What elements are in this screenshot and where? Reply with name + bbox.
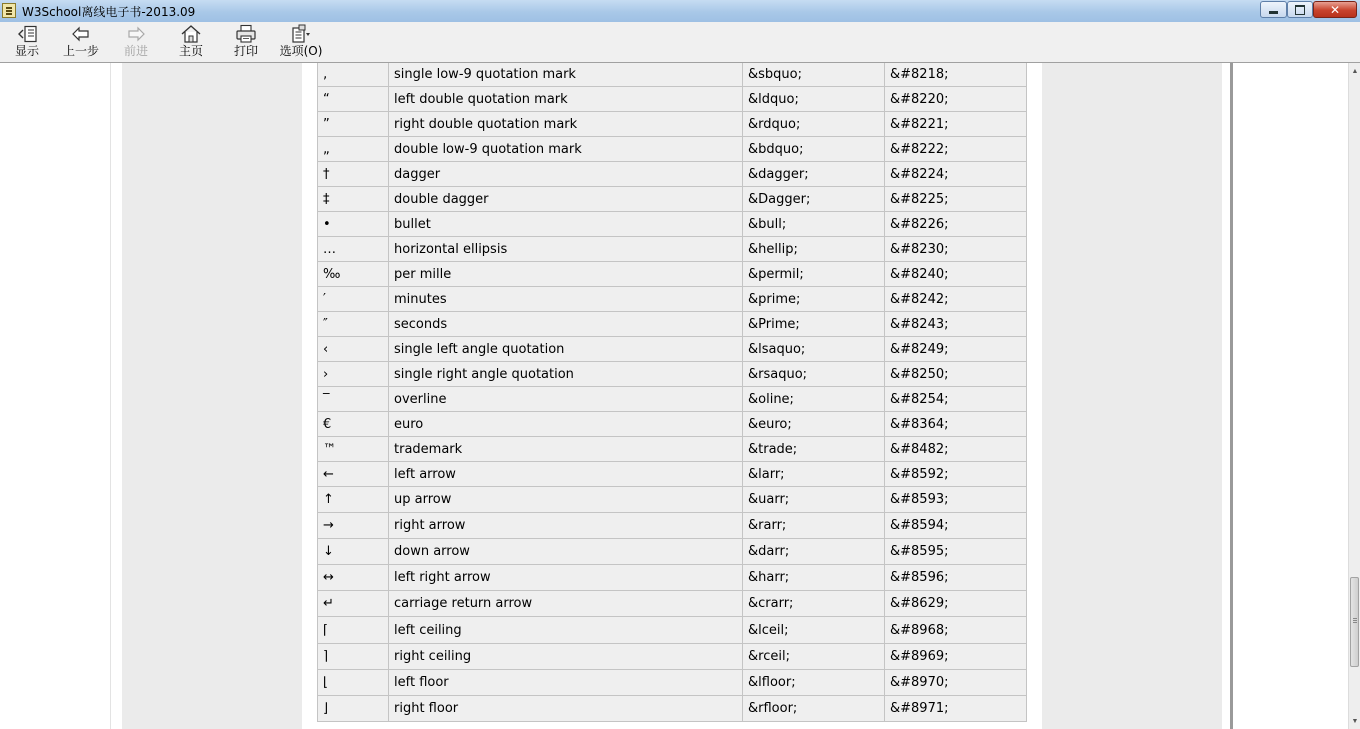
- description-cell: left double quotation mark: [389, 87, 743, 112]
- symbol-cell: ”: [318, 112, 389, 137]
- description-cell: seconds: [389, 312, 743, 337]
- entity-number-cell: &#8220;: [885, 87, 1027, 112]
- back-arrow-icon: [69, 24, 93, 44]
- table-row: [318, 187, 1027, 212]
- description-cell: per mille: [389, 262, 743, 287]
- toolbar: [0, 22, 1360, 63]
- entity-name-cell: &prime;: [743, 287, 885, 312]
- symbol-cell: ‾: [318, 387, 389, 412]
- symbol-cell: ›: [318, 362, 389, 387]
- app-book-icon: [2, 3, 16, 18]
- show-button[interactable]: [2, 24, 52, 60]
- entity-name-cell: &rarr;: [743, 513, 885, 539]
- maximize-button[interactable]: [1287, 1, 1313, 18]
- entity-number-cell: &#8968;: [885, 617, 1027, 644]
- show-button-label: 显示: [14, 44, 39, 58]
- entity-number-cell: &#8971;: [885, 696, 1027, 722]
- symbol-cell: ↓: [318, 539, 389, 565]
- description-cell: overline: [389, 387, 743, 412]
- document-viewport[interactable]: [0, 63, 1348, 729]
- entity-number-cell: &#8249;: [885, 337, 1027, 362]
- viewport-left-border: [110, 63, 111, 729]
- forward-button-label: 前进: [123, 44, 148, 58]
- entity-name-cell: &trade;: [743, 437, 885, 462]
- entity-name-cell: &uarr;: [743, 487, 885, 513]
- right-pane: [1233, 63, 1348, 729]
- description-cell: left floor: [389, 670, 743, 696]
- entity-name-cell: &darr;: [743, 539, 885, 565]
- symbol-cell: ‡: [318, 187, 389, 212]
- entity-name-cell: &Dagger;: [743, 187, 885, 212]
- entity-number-cell: &#8242;: [885, 287, 1027, 312]
- entity-name-cell: &oline;: [743, 387, 885, 412]
- entity-number-cell: &#8226;: [885, 212, 1027, 237]
- table-row: [318, 362, 1027, 387]
- description-cell: double dagger: [389, 187, 743, 212]
- home-button[interactable]: [166, 24, 216, 60]
- entity-number-cell: &#8225;: [885, 187, 1027, 212]
- options-icon: [289, 24, 313, 44]
- table-row: [318, 617, 1027, 644]
- table-row: [318, 462, 1027, 487]
- entity-name-cell: &euro;: [743, 412, 885, 437]
- description-cell: left right arrow: [389, 565, 743, 591]
- table-row: [318, 644, 1027, 670]
- entity-number-cell: &#8629;: [885, 591, 1027, 617]
- print-button[interactable]: [221, 24, 271, 60]
- entity-name-cell: &lsaquo;: [743, 337, 885, 362]
- back-button-label: 上一步: [62, 44, 99, 58]
- entity-name-cell: &crarr;: [743, 591, 885, 617]
- description-cell: down arrow: [389, 539, 743, 565]
- entity-number-cell: &#8243;: [885, 312, 1027, 337]
- scroll-up-arrow-icon[interactable]: ▲: [1351, 67, 1359, 75]
- symbol-cell: ⌉: [318, 644, 389, 670]
- table-row: [318, 212, 1027, 237]
- table-row: [318, 137, 1027, 162]
- table-row: [318, 112, 1027, 137]
- entity-number-cell: &#8240;: [885, 262, 1027, 287]
- minimize-icon: [1269, 11, 1278, 14]
- scroll-down-arrow-icon[interactable]: ▼: [1351, 717, 1359, 725]
- forward-button[interactable]: [111, 24, 161, 60]
- thumb-grip-icon: [1353, 618, 1357, 619]
- table-row: [318, 337, 1027, 362]
- home-button-label: 主页: [178, 44, 203, 58]
- entity-number-cell: &#8595;: [885, 539, 1027, 565]
- symbol-cell: ‹: [318, 337, 389, 362]
- entity-name-cell: &dagger;: [743, 162, 885, 187]
- entity-number-cell: &#8364;: [885, 412, 1027, 437]
- symbol-cell: •: [318, 212, 389, 237]
- maximize-icon: [1295, 5, 1305, 15]
- symbol-cell: ↑: [318, 487, 389, 513]
- home-icon: [179, 24, 203, 44]
- entity-number-cell: &#8254;: [885, 387, 1027, 412]
- table-row: [318, 670, 1027, 696]
- symbol-entity-table: [317, 63, 1027, 722]
- entity-number-cell: &#8594;: [885, 513, 1027, 539]
- show-panel-icon: [15, 24, 39, 44]
- entity-number-cell: &#8230;: [885, 237, 1027, 262]
- back-button[interactable]: [56, 24, 106, 60]
- entity-name-cell: &hellip;: [743, 237, 885, 262]
- entity-name-cell: &larr;: [743, 462, 885, 487]
- table-row: [318, 237, 1027, 262]
- table-row: [318, 591, 1027, 617]
- options-button-label: 选项(O): [279, 44, 323, 58]
- table-row: [318, 262, 1027, 287]
- symbol-cell: ⌊: [318, 670, 389, 696]
- description-cell: double low-9 quotation mark: [389, 137, 743, 162]
- close-icon: ✕: [1329, 2, 1341, 17]
- entity-name-cell: &permil;: [743, 262, 885, 287]
- entity-name-cell: &Prime;: [743, 312, 885, 337]
- print-button-label: 打印: [233, 44, 258, 58]
- entity-number-cell: &#8970;: [885, 670, 1027, 696]
- symbol-cell: €: [318, 412, 389, 437]
- description-cell: dagger: [389, 162, 743, 187]
- entity-number-cell: &#8221;: [885, 112, 1027, 137]
- print-icon: [234, 24, 258, 44]
- symbol-cell: ⌈: [318, 617, 389, 644]
- entity-number-cell: &#8596;: [885, 565, 1027, 591]
- table-row: [318, 63, 1027, 87]
- entity-name-cell: &sbquo;: [743, 63, 885, 87]
- table-row: [318, 539, 1027, 565]
- description-cell: horizontal ellipsis: [389, 237, 743, 262]
- minimize-button[interactable]: [1260, 1, 1287, 18]
- entity-name-cell: &rsaquo;: [743, 362, 885, 387]
- table-row: [318, 437, 1027, 462]
- description-cell: right floor: [389, 696, 743, 722]
- entity-number-cell: &#8218;: [885, 63, 1027, 87]
- table-row: [318, 513, 1027, 539]
- table-row: [318, 565, 1027, 591]
- entity-name-cell: &ldquo;: [743, 87, 885, 112]
- symbol-cell: ←: [318, 462, 389, 487]
- symbol-cell: ‰: [318, 262, 389, 287]
- close-button[interactable]: [1313, 1, 1357, 18]
- entity-name-cell: &bdquo;: [743, 137, 885, 162]
- description-cell: right arrow: [389, 513, 743, 539]
- symbol-cell: “: [318, 87, 389, 112]
- entity-name-cell: &rceil;: [743, 644, 885, 670]
- symbol-cell: →: [318, 513, 389, 539]
- table-row: [318, 412, 1027, 437]
- entity-number-cell: &#8969;: [885, 644, 1027, 670]
- table-row: [318, 312, 1027, 337]
- description-cell: left ceiling: [389, 617, 743, 644]
- options-button[interactable]: [276, 24, 326, 60]
- symbol-cell: †: [318, 162, 389, 187]
- symbol-cell: ↔: [318, 565, 389, 591]
- symbol-cell: ™: [318, 437, 389, 462]
- description-cell: single low-9 quotation mark: [389, 63, 743, 87]
- symbol-cell: …: [318, 237, 389, 262]
- entity-name-cell: &rfloor;: [743, 696, 885, 722]
- entity-name-cell: &lceil;: [743, 617, 885, 644]
- description-cell: euro: [389, 412, 743, 437]
- entity-number-cell: &#8224;: [885, 162, 1027, 187]
- description-cell: left arrow: [389, 462, 743, 487]
- entity-name-cell: &lfloor;: [743, 670, 885, 696]
- table-row: [318, 287, 1027, 312]
- description-cell: trademark: [389, 437, 743, 462]
- symbol-cell: ″: [318, 312, 389, 337]
- description-cell: right double quotation mark: [389, 112, 743, 137]
- entity-number-cell: &#8250;: [885, 362, 1027, 387]
- entity-number-cell: &#8482;: [885, 437, 1027, 462]
- symbol-cell: ′: [318, 287, 389, 312]
- entity-number-cell: &#8222;: [885, 137, 1027, 162]
- entity-number-cell: &#8593;: [885, 487, 1027, 513]
- description-cell: carriage return arrow: [389, 591, 743, 617]
- symbol-cell: ‚: [318, 63, 389, 87]
- description-cell: up arrow: [389, 487, 743, 513]
- table-row: [318, 487, 1027, 513]
- description-cell: single right angle quotation: [389, 362, 743, 387]
- description-cell: minutes: [389, 287, 743, 312]
- window-titlebar[interactable]: [0, 0, 1360, 23]
- symbol-cell: „: [318, 137, 389, 162]
- vertical-scrollbar[interactable]: [1348, 63, 1360, 729]
- table-row: [318, 387, 1027, 412]
- description-cell: right ceiling: [389, 644, 743, 670]
- table-row: [318, 162, 1027, 187]
- entity-name-cell: &harr;: [743, 565, 885, 591]
- table-row: [318, 87, 1027, 112]
- description-cell: bullet: [389, 212, 743, 237]
- scroll-thumb[interactable]: [1350, 577, 1359, 667]
- entity-number-cell: &#8592;: [885, 462, 1027, 487]
- window-title: W3School离线电子书-2013.09: [22, 5, 196, 19]
- description-cell: single left angle quotation: [389, 337, 743, 362]
- forward-arrow-icon: [124, 24, 148, 44]
- table-row: [318, 696, 1027, 722]
- symbol-cell: ⌋: [318, 696, 389, 722]
- entity-name-cell: &bull;: [743, 212, 885, 237]
- symbol-cell: ↵: [318, 591, 389, 617]
- entity-name-cell: &rdquo;: [743, 112, 885, 137]
